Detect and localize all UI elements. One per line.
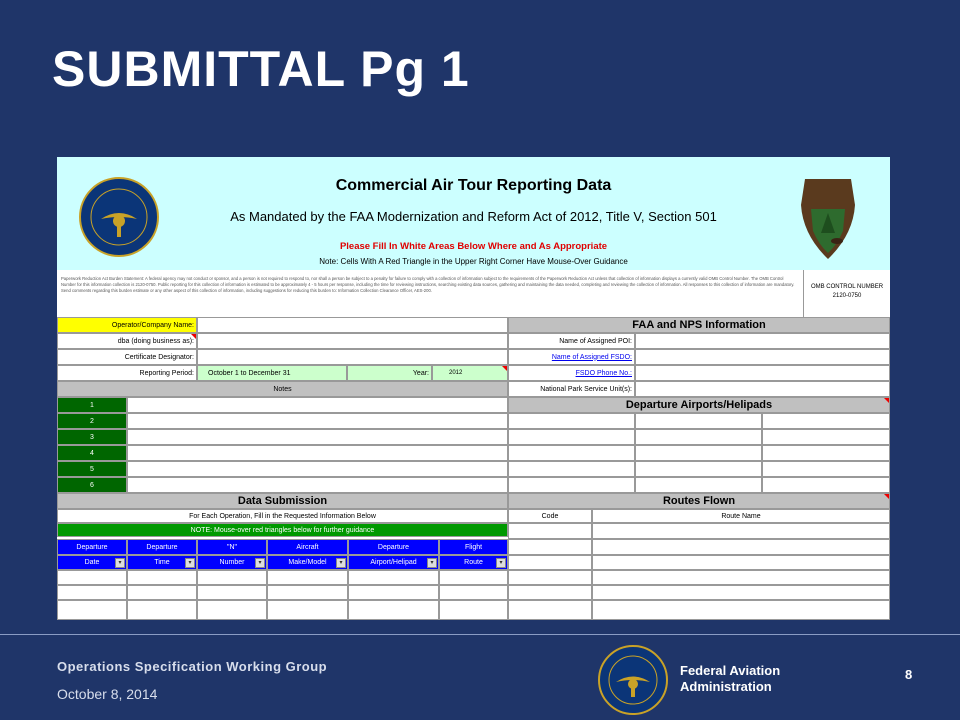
route-name-cell[interactable] [592,570,890,585]
grid-cell[interactable] [127,600,197,620]
airport-cell[interactable] [762,445,890,461]
form-note: Note: Cells With A Red Triangle in the Upper Right Corner Have Mouse-Over Guidance [319,257,628,266]
column-header-aircraft[interactable] [267,555,348,570]
year-label: Year: [347,365,432,381]
slide-title: SUBMITTAL Pg 1 [52,41,470,97]
filter-dropdown-icon[interactable]: ▾ [427,558,437,568]
airport-cell[interactable] [762,477,890,493]
filter-dropdown-icon[interactable]: ▾ [185,558,195,568]
notes-row-number: 5 [57,461,127,477]
column-header-date: Departure [57,539,127,555]
column-header-label: Date [84,559,100,566]
notes-row-number: 4 [57,445,127,461]
footer-group-name: Operations Specification Working Group [57,659,328,674]
certificate-input[interactable] [197,349,508,365]
airport-cell[interactable] [508,461,635,477]
grid-cell[interactable] [197,570,267,585]
airport-cell[interactable] [635,413,762,429]
route-name-cell[interactable] [592,523,890,539]
column-header-airport[interactable] [348,555,439,570]
fsdo-phone-input[interactable] [635,365,890,381]
grid-cell[interactable] [348,570,439,585]
airport-cell[interactable] [635,461,762,477]
airport-cell[interactable] [508,445,635,461]
airport-cell[interactable] [508,413,635,429]
notes-row-number: 3 [57,429,127,445]
route-code-cell[interactable] [508,555,592,570]
route-code-cell[interactable] [508,585,592,600]
notes-input[interactable] [127,461,508,477]
filter-dropdown-icon[interactable]: ▾ [255,558,265,568]
grid-cell[interactable] [57,585,127,600]
dba-input[interactable] [197,333,508,349]
faa-nps-header: FAA and NPS Information [508,317,890,333]
notes-row-number: 2 [57,413,127,429]
notes-row-number: 1 [57,397,127,413]
column-header-label: Airport/Helipad [370,559,417,566]
form-subtitle: As Mandated by the FAA Modernization and Reform Act of 2012, Title V, Section 501 [230,209,717,224]
park-unit-label: National Park Service Unit(s): [508,381,635,397]
notes-input[interactable] [127,413,508,429]
grid-cell[interactable] [267,570,348,585]
footer-agency-line2: Administration [680,679,772,694]
airport-cell[interactable] [508,429,635,445]
data-submission-header: Data Submission [57,493,508,509]
grid-cell[interactable] [348,585,439,600]
grid-cell[interactable] [197,600,267,620]
poi-label: Name of Assigned POI: [508,333,635,349]
airport-cell[interactable] [635,445,762,461]
fsdo-label[interactable]: Name of Assigned FSDO: [508,349,635,365]
grid-cell[interactable] [127,570,197,585]
airport-cell[interactable] [762,461,890,477]
route-name-cell[interactable] [592,539,890,555]
omb-number: 2120-0750 [832,293,862,299]
grid-cell[interactable] [127,585,197,600]
dba-label: dba (doing business as): [57,333,197,349]
filter-dropdown-icon[interactable]: ▾ [115,558,125,568]
airport-cell[interactable] [508,477,635,493]
footer-divider [0,634,960,635]
grid-cell[interactable] [348,600,439,620]
form-instruction: Please Fill In White Areas Below Where and As Appropriate [339,241,608,252]
column-header-n-number: "N" [197,539,267,555]
omb-control-box [803,270,890,320]
notes-input[interactable] [127,477,508,493]
notes-header: Notes [57,381,508,397]
grid-cell[interactable] [267,600,348,620]
form-banner [57,157,890,270]
data-submission-instruction: For Each Operation, Fill in the Requested Information Below [57,509,508,523]
grid-cell[interactable] [439,585,508,600]
data-submission-note: NOTE: Mouse-over red triangles below for further guidance [57,523,508,537]
column-header-label: Number [219,559,245,566]
grid-cell[interactable] [57,570,127,585]
column-header-label: Route [464,559,483,566]
airport-cell[interactable] [762,413,890,429]
airport-cell[interactable] [635,477,762,493]
column-header-label: Make/Model [288,559,327,566]
spreadsheet-image [57,157,890,620]
route-code-cell[interactable] [508,539,592,555]
period-value[interactable]: October 1 to December 31 [197,365,347,381]
notes-row-number: 6 [57,477,127,493]
footer-agency-line1: Federal Aviation [680,663,781,678]
period-label: Reporting Period: [57,365,197,381]
route-name-cell[interactable] [592,585,890,600]
route-code-cell[interactable] [508,523,592,539]
footer-agency [680,663,780,695]
column-header-route[interactable] [439,555,508,570]
fsdo-input[interactable] [635,349,890,365]
column-header-date[interactable] [57,555,127,570]
column-header-aircraft: Aircraft [267,539,348,555]
route-name-header: Route Name [592,509,890,523]
column-header-route: Flight [439,539,508,555]
year-value[interactable]: 2012 [432,365,508,381]
airport-cell[interactable] [635,429,762,445]
column-header-label: Time [154,559,170,566]
routes-flown-header: Routes Flown [508,493,890,509]
filter-dropdown-icon[interactable]: ▾ [496,558,506,568]
certificate-label: Certificate Designator: [57,349,197,365]
route-code-header: Code [508,509,592,523]
form-title: Commercial Air Tour Reporting Data [335,177,612,194]
fsdo-phone-label[interactable]: FSDO Phone No.: [508,365,635,381]
notes-input[interactable] [127,445,508,461]
route-name-cell[interactable] [592,555,890,570]
omb-label: OMB CONTROL NUMBER [810,284,884,290]
footer-date: October 8, 2014 [57,686,158,702]
grid-cell[interactable] [57,600,127,620]
grid-cell[interactable] [267,585,348,600]
column-header-n-number[interactable] [197,555,267,570]
grid-cell[interactable] [197,585,267,600]
paperwork-notice: Paperwork Reduction Act Burden Statement: A federal agency may not conduct or sponsor, and a person is not required to respond to, nor shall a person be subject to a penalty for failure to comply with a collection of information subject to the requirements of the Paperwork Reduction Act unless that collection of information displays a currently valid OMB Control Number. The OMB Control Number for this information collection is 2120-0750. Public reporting for this collection of information is estimated to be approximately 4 - 5 hours per response, including the time for reviewing instructions, searching existing data sources, gathering and maintaining the data needed, completing and reviewing the collection of information. All responses to this collection of information are mandatory. Send comments regarding this burden estimate or any other aspect of this collection of information, including suggestions for reducing this burden to: Information Collection Clearance Officer, AES-200. [57,270,803,314]
route-code-cell[interactable] [508,570,592,585]
column-header-time[interactable] [127,555,197,570]
notes-input[interactable] [127,397,508,413]
faa-logo-icon [598,645,668,715]
nps-arrowhead-icon [797,175,859,261]
operator-name-input[interactable] [197,317,508,333]
park-unit-input[interactable] [635,381,890,397]
departure-airports-header: Departure Airports/Helipads [508,397,890,413]
grid-cell[interactable] [439,570,508,585]
notes-input[interactable] [127,429,508,445]
filter-dropdown-icon[interactable]: ▾ [336,558,346,568]
airport-cell[interactable] [762,429,890,445]
poi-input[interactable] [635,333,890,349]
grid-cell[interactable] [439,600,508,620]
page-number: 8 [905,667,913,682]
route-name-cell[interactable] [592,600,890,620]
column-header-airport: Departure [348,539,439,555]
column-header-time: Departure [127,539,197,555]
operator-name-label: Operator/Company Name: [57,317,197,333]
route-code-cell[interactable] [508,600,592,620]
